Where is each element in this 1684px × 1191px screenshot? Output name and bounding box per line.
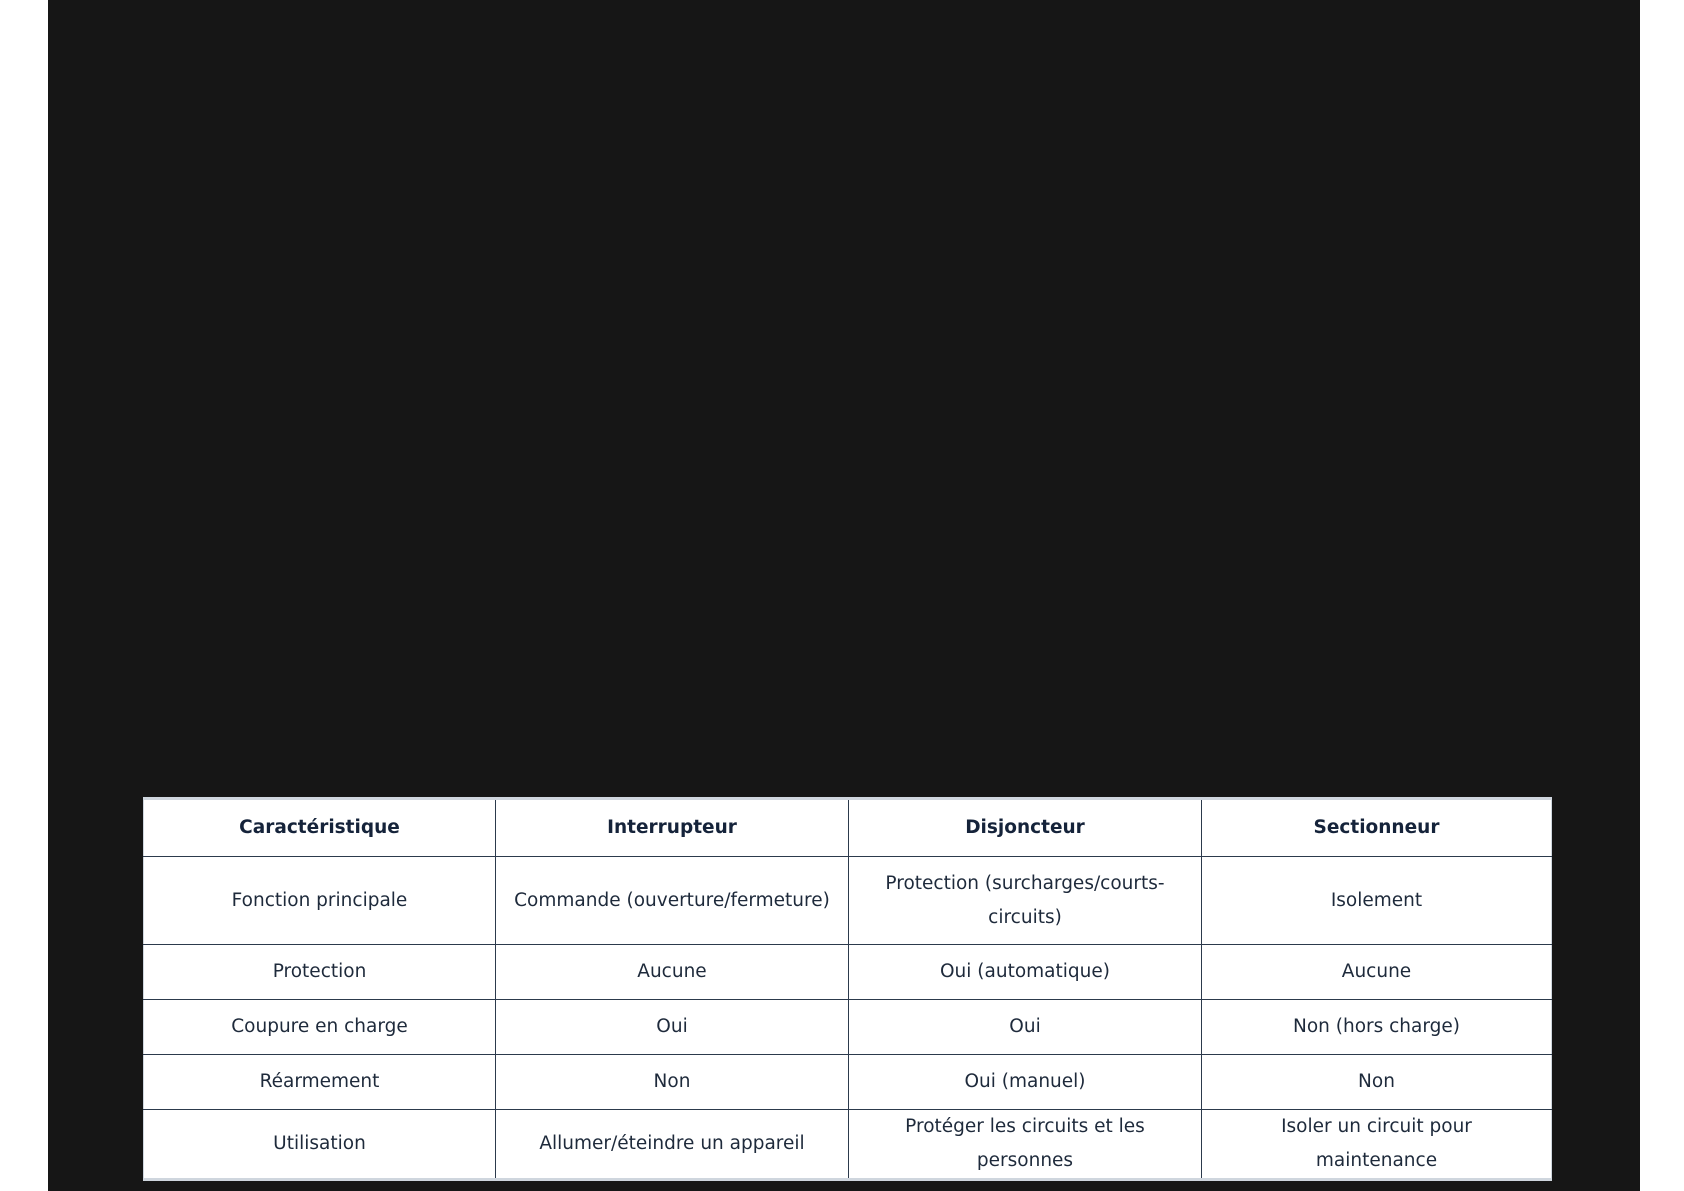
table-cell: Fonction principale (144, 857, 496, 945)
header-cell-breaker: Disjoncteur (849, 799, 1202, 857)
header-cell-disconnector: Sectionneur (1202, 799, 1552, 857)
comparison-table (143, 797, 1552, 1181)
header-cell-characteristic: Caractéristique (144, 799, 496, 857)
table-cell: Oui (manuel) (849, 1055, 1202, 1110)
table-cell: Isoler un circuit pour maintenance (1202, 1110, 1552, 1180)
table-cell: Protéger les circuits et les personnes (849, 1110, 1202, 1180)
table-row (144, 1055, 1552, 1110)
table-cell: Non (496, 1055, 849, 1110)
table-cell: Oui (496, 1000, 849, 1055)
table-cell: Commande (ouverture/fermeture) (496, 857, 849, 945)
table-cell: Protection (144, 945, 496, 1000)
table-cell: Allumer/éteindre un appareil (496, 1110, 849, 1180)
table-cell: Aucune (496, 945, 849, 1000)
table-cell: Non (hors charge) (1202, 1000, 1552, 1055)
table-cell: Réarmement (144, 1055, 496, 1110)
table-cell: Oui (automatique) (849, 945, 1202, 1000)
table-cell: Utilisation (144, 1110, 496, 1180)
table-cell: Protection (surcharges/courts-circuits) (849, 857, 1202, 945)
table-row (144, 857, 1552, 945)
table-cell: Aucune (1202, 945, 1552, 1000)
table-cell: Coupure en charge (144, 1000, 496, 1055)
table-row (144, 1000, 1552, 1055)
table-cell: Oui (849, 1000, 1202, 1055)
table-row (144, 1110, 1552, 1180)
table-cell: Isolement (1202, 857, 1552, 945)
table-cell: Non (1202, 1055, 1552, 1110)
table-row (144, 945, 1552, 1000)
table-header-row (144, 799, 1552, 857)
header-cell-switch: Interrupteur (496, 799, 849, 857)
comparison-table-container (143, 797, 1551, 1171)
